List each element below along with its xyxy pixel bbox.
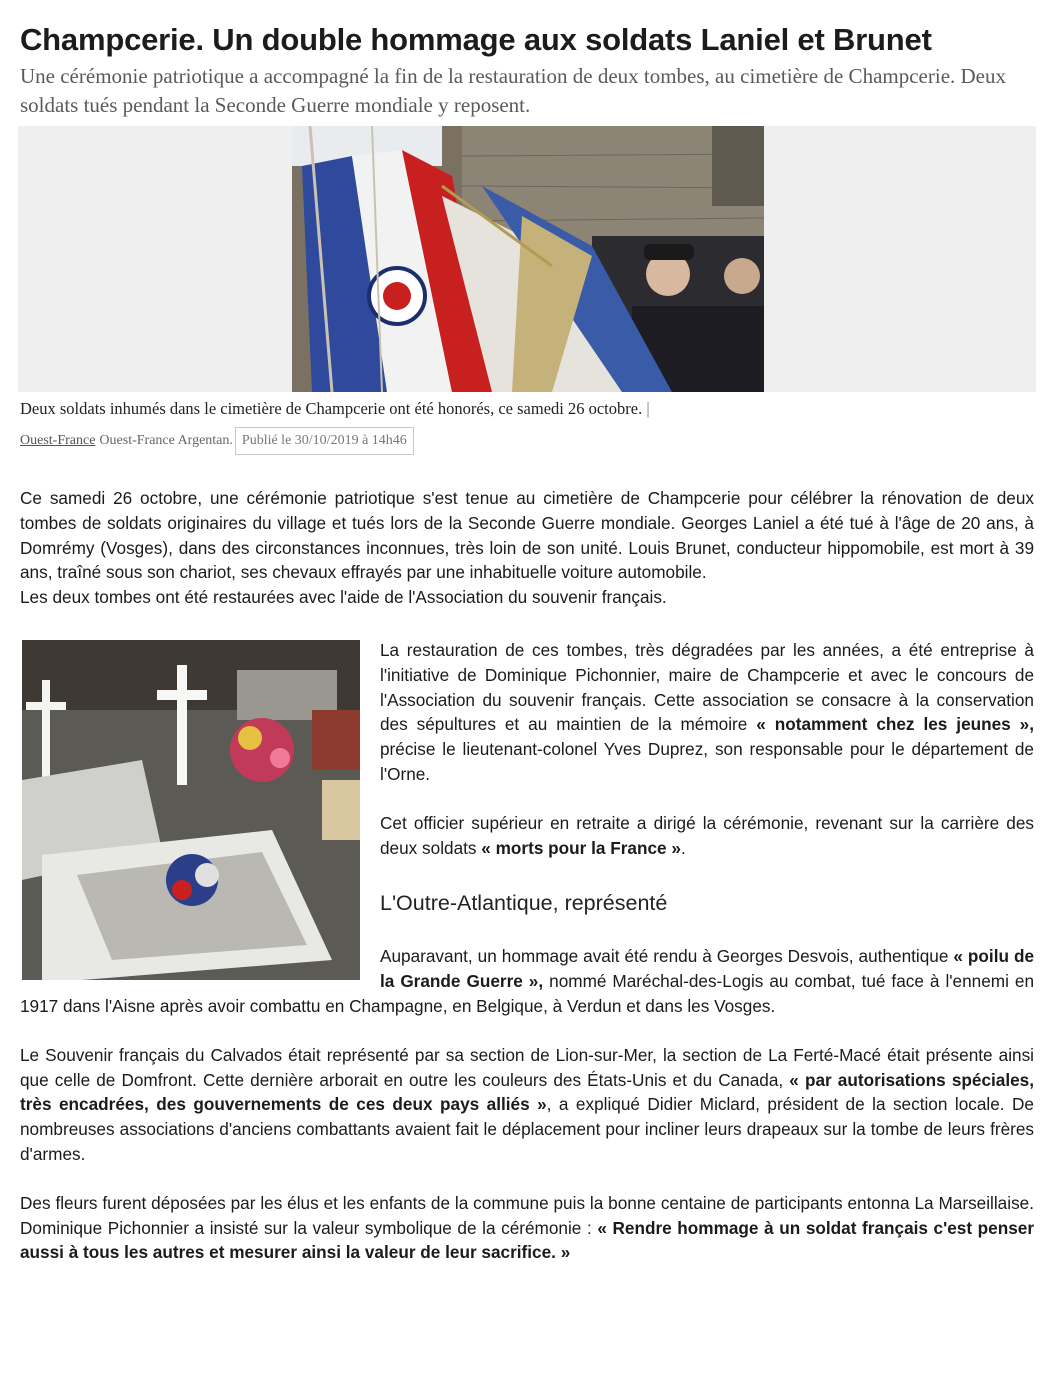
paragraph-5-quote: « par autorisations spéciales, très encadrées, des gouvernements de ces deux pays alliés »: [20, 1069, 1034, 1115]
paragraph-2-text: La restauration de ces tombes, très dégradées par les années, a été entreprise à l'initiative de Dominique Pichonnier, maire de Champcerie et avec le concours de l'Association du souvenir français. Cette association se consacre à la conservation des sépultures et au maintien de la mémoire: [380, 639, 1034, 735]
paragraph-6-quote: « Rendre hommage à un soldat français c'est penser aussi à tous les autres et mesurer ainsi la valeur de leur sacrifice. »: [20, 1217, 1035, 1263]
paragraph-4-text: Auparavant, un hommage avait été rendu à Georges Desvois, authentique: [380, 946, 949, 967]
hero-image-frame: [18, 126, 1036, 392]
source-edition: Ouest-France Argentan.: [99, 433, 233, 448]
paragraph-3-end: .: [680, 837, 686, 858]
paragraph-2-quote: « notamment chez les jeunes »,: [756, 714, 1035, 735]
graves-photo: [22, 640, 360, 980]
body-with-image: [20, 638, 1034, 1019]
paragraph-6: [20, 1191, 1034, 1265]
publication-date: Publié le 30/10/2019 à 14h46: [235, 427, 414, 455]
caption-text: Deux soldats inhumés dans le cimetière de Champcerie ont été honorés, ce samedi 26 octobre.: [20, 399, 643, 418]
paragraph-3-quote: « morts pour la France »: [481, 837, 681, 858]
caption-separator: |: [646, 399, 650, 418]
paragraph-1b-text: Les deux tombes ont été restaurées avec l'aide de l'Association du souvenir français.: [20, 587, 667, 608]
paragraph-5-text-end: , a expliqué Didier Miclard, président de la section locale. De nombreuses associations d'anciens combattants avaient fait le déplacement pour incliner leurs drapeaux sur la tombe de leurs frères d'armes.: [20, 1094, 1034, 1164]
paragraph-4-text-end: nommé Maréchal-des-Logis au combat, tué face à l'ennemi en 1917 dans l'Aisne après avoir combattu en Champagne, en Belgique, à Verdun et dans les Vosges.: [20, 971, 1035, 1016]
article-subtitle: Une cérémonie patriotique a accompagné la fin de la restauration de deux tombes, au cimetière de Champcerie. Deux soldats tués pendant la Seconde Guerre mondiale y reposent.: [20, 64, 1006, 117]
source-link[interactable]: Ouest-France: [20, 433, 96, 448]
paragraph-5: [20, 1043, 1034, 1167]
article-title: Champcerie. Un double hommage aux soldats Laniel et Brunet: [20, 22, 932, 57]
section-heading: L'Outre-Atlantique, représenté: [380, 891, 668, 916]
paragraph-5-text: Le Souvenir français du Calvados était représenté par sa section de Lion-sur-Mer, la section de La Ferté-Macé était présente ainsi que celle de Domfront. Cette dernière arborait en outre les couleurs des États-Unis et du Canada,: [20, 1044, 1034, 1090]
paragraph-2-text-end: précise le lieutenant-colonel Yves Duprez, son responsable pour le département de l'Orne.: [380, 739, 1034, 784]
source-line: [20, 426, 1034, 456]
paragraph-1: [20, 486, 1034, 610]
paragraph-3-text: Cet officier supérieur en retraite a dirigé la cérémonie, revenant sur la carrière des deux soldats: [380, 812, 1034, 858]
paragraph-6-text: Des fleurs furent déposées par les élus et les enfants de la commune puis la bonne centaine de participants entonna La Marseillaise. Dominique Pichonnier a insisté sur la valeur symbolique de la cérémonie :: [20, 1192, 1034, 1238]
hero-photo-flags: [292, 126, 764, 392]
paragraph-4-quote: « poilu de la Grande Guerre »,: [380, 946, 1035, 992]
paragraph-1-text: Ce samedi 26 octobre, une cérémonie patriotique s'est tenue au cimetière de Champcerie pour célébrer la rénovation de deux tombes de soldats originaires du village et tués lors de la Seconde Guerre mondiale. Georges Laniel a été tué à l'âge de 20 ans, à Domrémy (Vosges), dans des circonstances inconnues, très loin de son unité. Louis Brunet, conducteur hippomobile, est mort à 39 ans, traîné sous son chariot, ses chevaux effrayés par une inhabituelle voiture automobile.: [20, 488, 1034, 583]
photo-caption: [20, 398, 1034, 420]
